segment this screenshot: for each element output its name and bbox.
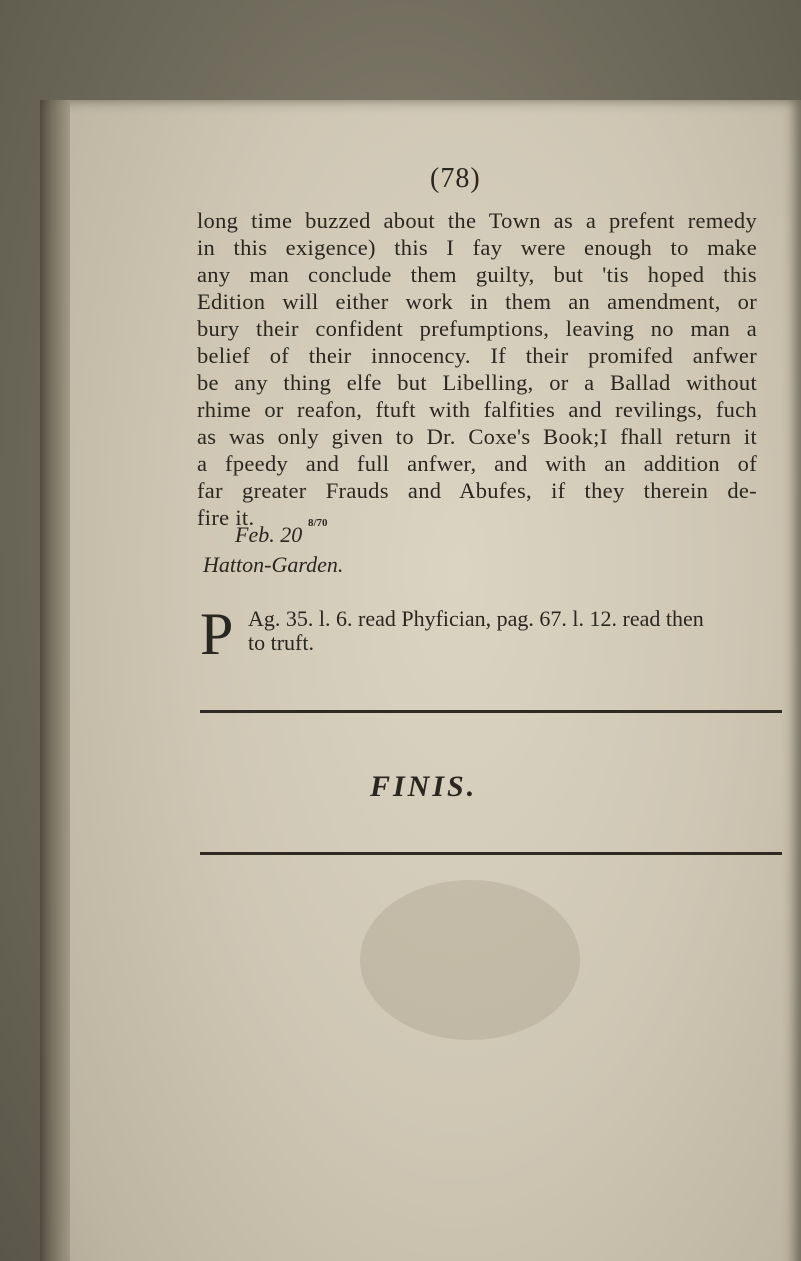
body-line: belief of their innocency. If their promifed anfwer (197, 343, 757, 368)
binding-gutter (40, 100, 70, 1261)
body-line: as was only given to Dr. Coxe's Book;I fhall return it (197, 424, 757, 449)
signature-date-fraction: 8/70 (308, 517, 328, 529)
errata-line: Ag. 35. l. 6. read Phyfician, pag. 67. l. 12. read then (248, 606, 704, 631)
body-line: far greater Frauds and Abufes, if they therein de- (197, 478, 757, 503)
paper-stain (360, 880, 580, 1040)
errata-drop-cap: P (200, 601, 234, 667)
body-line: in this exigence) this I fay were enough to make (197, 235, 757, 260)
body-line: rhime or reafon, ftuft with falfities and revilings, fuch (197, 397, 757, 422)
body-line: fire it. (197, 505, 255, 530)
finis-mark: FINIS. (370, 770, 478, 803)
page-number: (78) (430, 163, 481, 194)
signature-date: Feb. 20 (235, 522, 303, 547)
errata-line: to truft. (248, 630, 314, 655)
horizontal-rule (200, 852, 782, 855)
body-line: Edition will either work in them an amendment, or (197, 289, 757, 314)
body-line: any man conclude them guilty, but 'tis hoped this (197, 262, 757, 287)
body-line: a fpeedy and full anfwer, and with an addition of (197, 451, 757, 476)
body-line: bury their confident prefumptions, leaving no man a (197, 316, 757, 341)
body-line: long time buzzed about the Town as a prefent remedy (197, 208, 757, 233)
signature-place: Hatton-Garden. (203, 552, 344, 577)
horizontal-rule (200, 710, 782, 713)
body-line: be any thing elfe but Libelling, or a Ballad without (197, 370, 757, 395)
